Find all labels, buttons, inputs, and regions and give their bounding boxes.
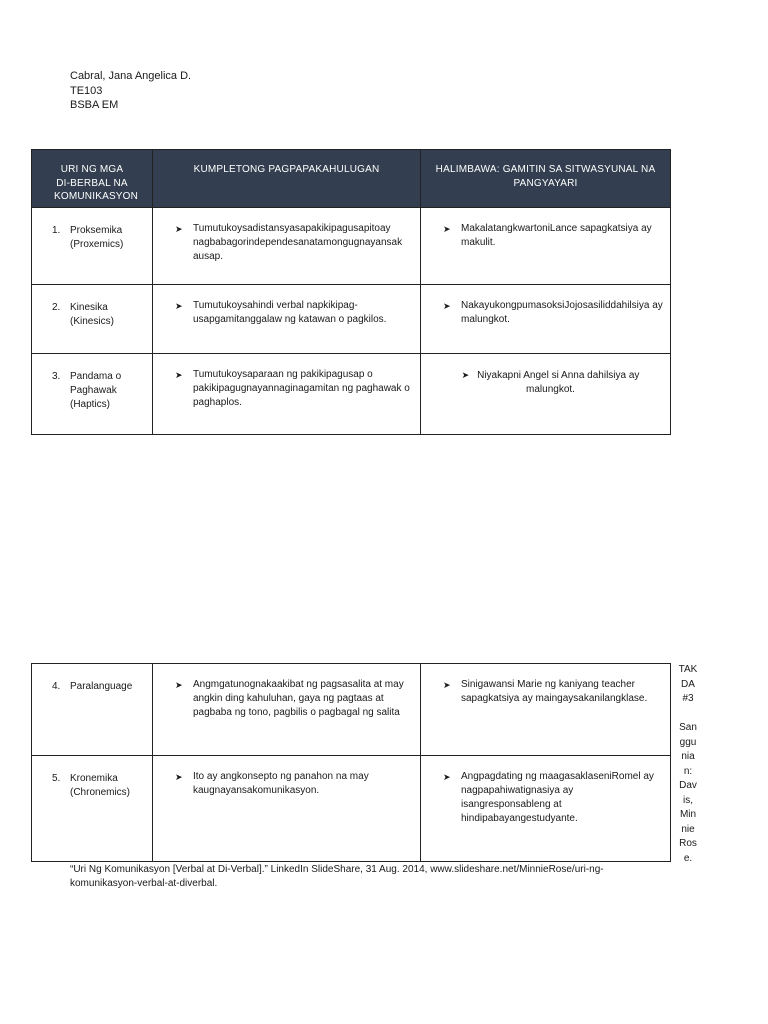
arrow-bullet-icon: ➤ <box>443 224 451 234</box>
definition-cell <box>153 285 421 354</box>
arrow-bullet-icon: ➤ <box>443 680 451 690</box>
type-label: Pandama o Paghawak (Haptics) <box>70 371 122 410</box>
row-number: 2. <box>52 302 61 313</box>
example-cell <box>421 664 671 756</box>
arrow-bullet-icon: ➤ <box>175 370 183 380</box>
column-header-definition: KUMPLETONG PAGPAPAKAHULUGAN <box>153 150 421 208</box>
nonverbal-table-part-1 <box>31 149 671 435</box>
example-cell <box>421 285 671 354</box>
type-label: Paralanguage <box>70 681 133 692</box>
arrow-bullet-icon: ➤ <box>175 301 183 311</box>
table-row <box>32 208 671 285</box>
type-label: Proksemika (Proxemics) <box>70 225 124 250</box>
student-info <box>70 69 191 113</box>
definition-text: Angmgatunognakaakibat ng pagsasalita at may angkin ding kahuluhan, gaya ng pagtaas at pagbaba ng tono, pagbilis o pagbagal ng salita <box>193 679 404 718</box>
definition-cell <box>153 354 421 435</box>
row-number: 1. <box>52 225 61 236</box>
example-text: MakalatangkwartoniLance sapagkatsiya ay makulit. <box>461 223 652 248</box>
row-number: 5. <box>52 773 61 784</box>
example-text: Angpagdating ng maagasaklaseniRomel ay nagpapahiwatignasiya ay isangresponsableng at hindipabayangestudyante. <box>461 771 654 824</box>
student-name: Cabral, Jana Angelica D. <box>70 70 192 82</box>
type-cell <box>32 354 153 435</box>
table-row <box>32 664 671 756</box>
example-text: Sinigawansi Marie ng kaniyang teacher sapagkatsiya ay maingaysakanilangklase. <box>461 679 648 704</box>
example-text: NakayukongpumasoksiJojosasiliddahilsiya ay malungkot. <box>461 300 663 325</box>
arrow-bullet-icon: ➤ <box>461 370 470 380</box>
example-cell <box>421 756 671 862</box>
column-header-type: URI NG MGA DI-BERBAL NA KOMUNIKASYON <box>32 150 153 208</box>
type-cell <box>32 208 153 285</box>
citation: “Uri Ng Komunikasyon [Verbal at Di-Verbal].” LinkedIn SlideShare, 31 Aug. 2014, www.slideshare.net/MinnieRose/uri-ng-komunikasyon-verbal-at-diverbal. <box>70 864 604 889</box>
type-cell <box>32 756 153 862</box>
arrow-bullet-icon: ➤ <box>175 680 183 690</box>
side-note: TAK DA #3 San ggu nia n: Dav is, Min nie Ros e. <box>678 664 698 864</box>
arrow-bullet-icon: ➤ <box>443 772 451 782</box>
table-row <box>32 354 671 435</box>
table-row <box>32 756 671 862</box>
course-code: TE103 <box>70 84 103 97</box>
column-header-example: HALIMBAWA: GAMITIN SA SITWASYUNAL NA PANGYAYARI <box>421 150 671 208</box>
row-number: 4. <box>52 681 61 692</box>
definition-cell <box>153 664 421 756</box>
arrow-bullet-icon: ➤ <box>175 772 183 782</box>
definition-text: Tumutukoysaparaan ng pakikipagusap o pakikipagugnayannaginagamitan ng paghawak o paghaplos. <box>193 369 410 408</box>
definition-text: Ito ay angkonsepto ng panahon na may kaugnayansakomunikasyon. <box>193 771 369 796</box>
definition-cell <box>153 208 421 285</box>
example-text: Niyakapni Angel si Anna dahilsiya ay malungkot. <box>477 370 640 395</box>
example-cell <box>421 208 671 285</box>
type-label: Kinesika (Kinesics) <box>70 302 114 327</box>
table-row <box>32 285 671 354</box>
type-cell <box>32 285 153 354</box>
arrow-bullet-icon: ➤ <box>175 224 183 234</box>
type-cell <box>32 664 153 756</box>
definition-text: Tumutukoysahindi verbal napkikipag-usapgamitanggalaw ng katawan o pagkilos. <box>193 300 387 325</box>
definition-text: Tumutukoysadistansyasapakikipagusapitoay nagbabagorindependesanatamongugnayansak ausap. <box>193 223 403 262</box>
type-label: Kronemika (Chronemics) <box>70 773 131 798</box>
example-cell <box>421 354 671 435</box>
table-header-row <box>32 150 671 208</box>
program: BSBA EM <box>70 99 119 111</box>
definition-cell <box>153 756 421 862</box>
nonverbal-table-part-2 <box>31 663 671 862</box>
arrow-bullet-icon: ➤ <box>443 301 451 311</box>
row-number: 3. <box>52 371 61 382</box>
